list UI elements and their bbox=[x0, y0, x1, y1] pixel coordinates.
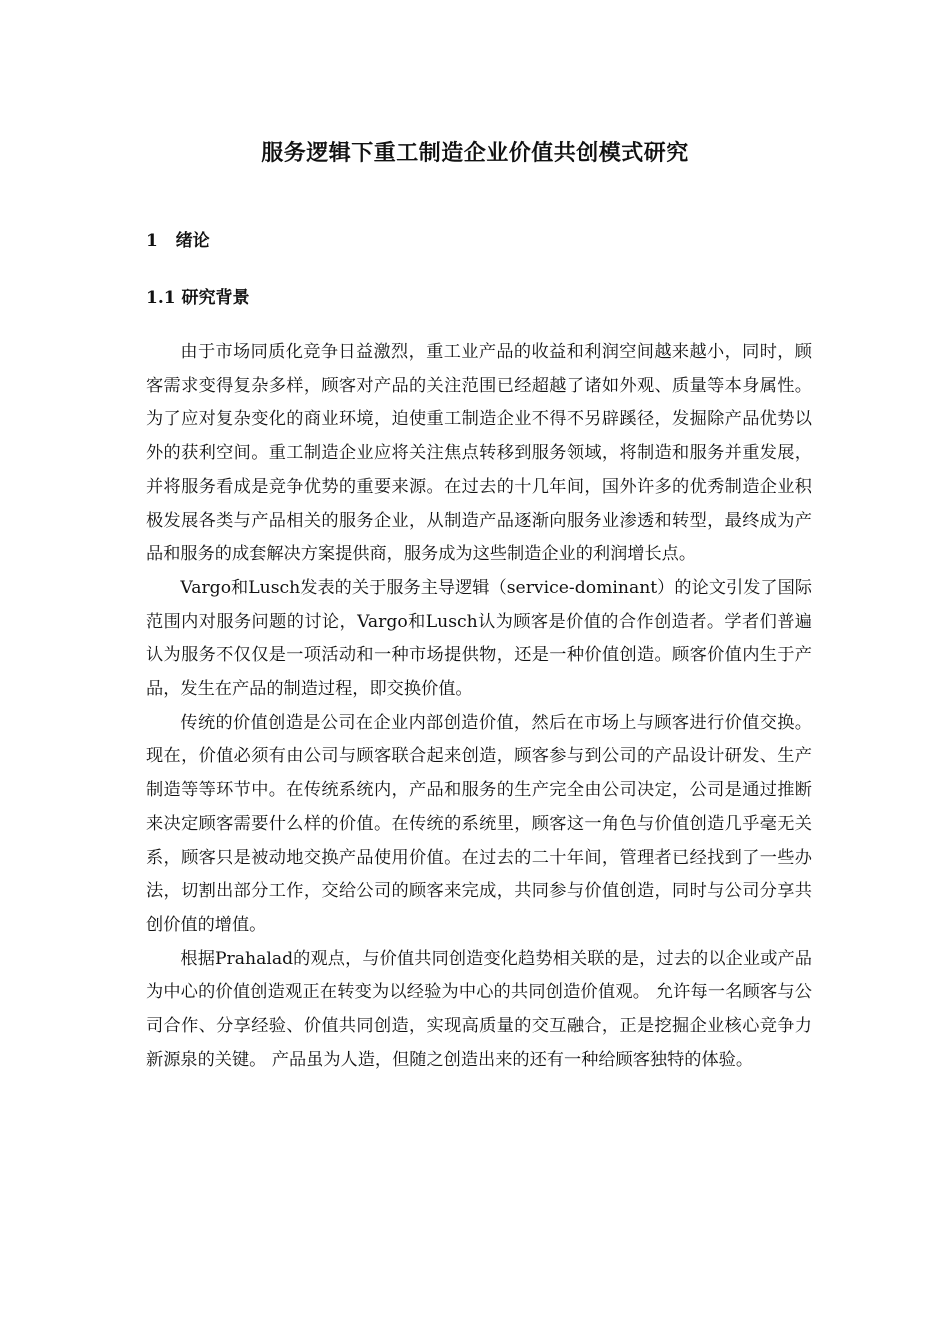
body-text bbox=[146, 336, 812, 1077]
section-heading: 1 绪论 bbox=[146, 231, 210, 251]
paragraph: Vargo和Lusch发表的关于服务主导逻辑（service-dominant）的论文引发了国际范围内对服务问题的讨论，Vargo和Lusch认为顾客是价值的合作创造者。学者们普遍认为服务不仅仅是一项活动和一种市场提供物，还是一种价值创造。顾客价值内生于产品，发生在产品的制造过程，即交换价值。 bbox=[146, 577, 812, 700]
paragraph: 由于市场同质化竞争日益激烈，重工业产品的收益和利润空间越来越小，同时，顾客需求变得复杂多样，顾客对产品的关注范围已经超越了诸如外观、质量等本身属性。为了应对复杂变化的商业环境，迫使重工制造企业不得不另辟蹊径，发掘除产品优势以外的获利空间。重工制造企业应将关注焦点转移到服务领域，将制造和服务并重发展，并将服务看成是竞争优势的重要来源。在过去的十几年间，国外许多的优秀制造企业积极发展各类与产品相关的服务企业，从制造产品逐渐向服务业渗透和转型，最终成为产品和服务的成套解决方案提供商，服务成为这些制造企业的利润增长点。 bbox=[146, 342, 812, 565]
subsection-heading: 1.1 研究背景 bbox=[146, 288, 250, 308]
paragraph: 根据Prahalad的观点，与价值共同创造变化趋势相关联的是，过去的以企业或产品为中心的价值创造观正在转变为以经验为中心的共同创造价值观。 允许每一名顾客与公司合作、分享经验、价值共同创造，实现高质量的交互融合，正是挖掘企业核心竞争力新源泉的关键。 产品虽为人造，但随之创造出来的还有一种给顾客独特的体验。 bbox=[146, 948, 812, 1070]
paragraph: 传统的价值创造是公司在企业内部创造价值，然后在市场上与顾客进行价值交换。现在，价值必须有由公司与顾客联合起来创造，顾客参与到公司的产品设计研发、生产制造等等环节中。在传统系统内，产品和服务的生产完全由公司决定，公司是通过推断来决定顾客需要什么样的价值。在传统的系统里，顾客这一角色与价值创造几乎毫无关系，顾客只是被动地交换产品使用价值。在过去的二十年间，管理者已经找到了一些办法，切割出部分工作，交给公司的顾客来完成，共同参与价值创造，同时与公司分享共创价值的增值。 bbox=[146, 712, 812, 935]
document-title: 服务逻辑下重工制造企业价值共创模式研究 bbox=[261, 140, 689, 166]
